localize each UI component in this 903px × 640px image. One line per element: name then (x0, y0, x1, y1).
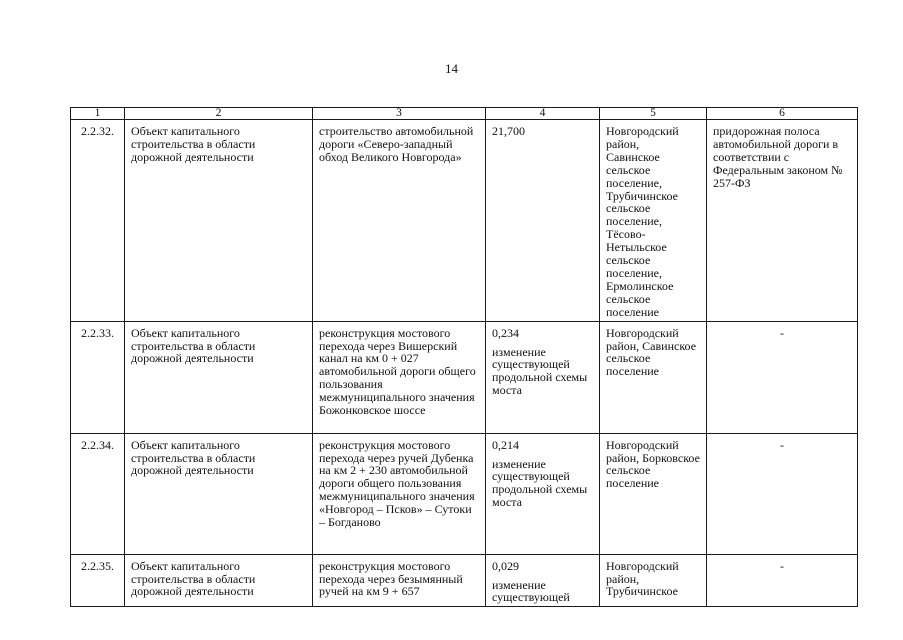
location-cell: Новгородский район, Борковское сельское поселение (600, 433, 707, 554)
object-type-cell: Объект капитального строительства в области дорожной деятельности (125, 554, 313, 607)
page-number: 14 (445, 61, 458, 76)
table-header-row (71, 108, 858, 120)
location-line: Нетыльское (606, 240, 667, 255)
description-cell: реконструкция мостового перехода через безымянный ручей на км 9 + 657 (313, 554, 486, 607)
value-number: 21,700 (492, 124, 525, 138)
location-line: Трубичинское (606, 188, 678, 203)
table-row (71, 433, 858, 554)
location-line: поселение, (606, 214, 663, 229)
location-line: сельское (606, 201, 651, 216)
value-note: изменение существующей (492, 577, 570, 605)
table-row (71, 554, 858, 607)
column-header-3: 3 (313, 108, 486, 120)
zone-cell: - (707, 554, 858, 607)
value-cell (486, 433, 600, 554)
objects-table (70, 107, 858, 607)
object-type-cell: Объект капитального строительства в области дорожной деятельности (125, 120, 313, 322)
location-line: Новгородский (606, 124, 679, 138)
object-type-cell: Объект капитального строительства в области дорожной деятельности (125, 321, 313, 433)
value-cell (486, 554, 600, 607)
location-line: сельское (606, 291, 651, 306)
column-header-2: 2 (125, 108, 313, 120)
description-cell: реконструкция мостового перехода через ручей Дубенка на км 2 + 230 автомобильной дороги общего пользования межмуниципального значения «Новгород – Псков» – Сутоки – Богданово (313, 433, 486, 554)
value-cell (486, 321, 600, 433)
location-line: Ермолинское (606, 278, 674, 293)
row-number: 2.2.32. (71, 120, 125, 322)
value-number: 0,214 (492, 437, 519, 452)
column-header-5: 5 (600, 108, 707, 120)
location-cell (600, 120, 707, 322)
value-number: 0,029 (492, 558, 519, 573)
value-note: изменение существующей продольной схемы моста (492, 456, 588, 510)
object-type-cell: Объект капитального строительства в области дорожной деятельности (125, 433, 313, 554)
row-number: 2.2.34. (71, 433, 125, 554)
table-row (71, 321, 858, 433)
location-line: поселение, (606, 265, 663, 280)
location-line: Тёсово- (606, 227, 646, 242)
column-header-1: 1 (71, 108, 125, 120)
location-line: поселение, (606, 175, 663, 190)
location-line: поселение (606, 304, 660, 319)
description-cell: строительство автомобильной дороги «Северо-западный обход Великого Новгорода» (313, 120, 486, 322)
zone-cell: придорожная полоса автомобильной дороги в соответствии с Федеральным законом № 257-ФЗ (707, 120, 858, 322)
description-cell: реконструкция мостового перехода через Вишерский канал на км 0 + 027 автомобильной дороги общего пользования межмуниципального значения Божонковское шоссе (313, 321, 486, 433)
row-number: 2.2.35. (71, 554, 125, 607)
location-line: сельское (606, 162, 651, 177)
location-cell: Новгородский район, Трубичинское (600, 554, 707, 607)
location-line: район, (606, 136, 640, 151)
column-header-6: 6 (707, 108, 858, 120)
zone-cell: - (707, 321, 858, 433)
location-line: Савинское (606, 149, 660, 164)
value-number: 0,234 (492, 325, 519, 340)
row-number: 2.2.33. (71, 321, 125, 433)
table-row (71, 120, 858, 322)
location-cell: Новгородский район, Савинское сельское поселение (600, 321, 707, 433)
column-header-4: 4 (486, 108, 600, 120)
value-cell (486, 120, 600, 322)
location-line: сельское (606, 253, 651, 268)
zone-cell: - (707, 433, 858, 554)
value-note: изменение существующей продольной схемы моста (492, 344, 588, 398)
